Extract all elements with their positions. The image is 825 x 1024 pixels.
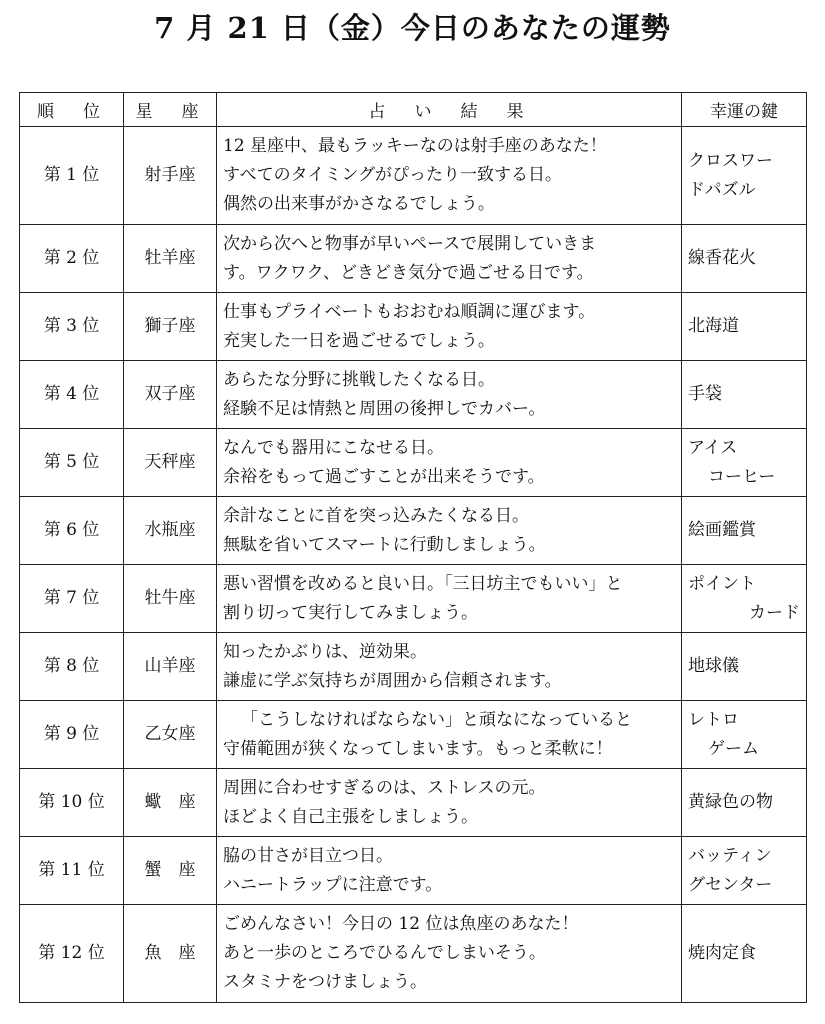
result-line: 割り切って実行してみましょう。 (223, 602, 478, 623)
result-line: あらたな分野に挑戦したくなる日。 (223, 369, 495, 390)
lucky-key-line: 線香花火 (688, 248, 756, 268)
result-cell (217, 225, 682, 293)
result-cell (217, 701, 682, 769)
lucky-key-cell (682, 633, 807, 701)
result-line: 経験不足は情熱と周囲の後押しでカバー。 (223, 398, 546, 419)
result-cell (217, 293, 682, 361)
lucky-key-line: 手袋 (688, 384, 722, 404)
result-line: 充実した一日を過ごせるでしょう。 (223, 330, 495, 351)
fortune-table (19, 92, 807, 1003)
result-line: 次から次へと物事が早いペースで展開していきま (223, 233, 597, 254)
result-line: スタミナをつけましょう。 (223, 972, 427, 992)
lucky-key-line: バッティン (688, 845, 772, 866)
sign-cell: 水瓶座 (124, 497, 217, 565)
lucky-key-line: 地球儀 (688, 656, 739, 676)
result-line: 守備範囲が狭くなってしまいます。もっと柔軟に！ (223, 738, 613, 759)
result-line: 周囲に合わせすぎるのは、ストレスの元。 (223, 777, 546, 798)
table-row (20, 225, 807, 293)
lucky-key-cell (682, 127, 807, 225)
result-line: 脇の甘さが目立つ日。 (223, 845, 393, 866)
table-row (20, 565, 807, 633)
table-row (20, 497, 807, 565)
result-cell (217, 837, 682, 905)
lucky-key-cell (682, 837, 807, 905)
result-line: ごめんなさい！今日の 12 位は魚座のあなた！ (223, 914, 579, 934)
result-line: すべてのタイミングがぴったり一致する日。 (223, 165, 562, 185)
lucky-key-line: 焼肉定食 (688, 943, 756, 963)
result-line: 12 星座中、最もラッキーなのは射手座のあなた！ (223, 136, 607, 156)
lucky-key-line: ゲーム (708, 738, 759, 759)
rank-cell: 第 6 位 (20, 497, 124, 565)
sign-cell: 魚 座 (124, 905, 217, 1003)
result-line: 仕事もプライベートもおおむね順調に運びます。 (223, 301, 596, 322)
header-rank: 順 位 (20, 93, 124, 127)
lucky-key-cell (682, 429, 807, 497)
rank-cell: 第 12 位 (20, 905, 124, 1003)
lucky-key-cell (682, 225, 807, 293)
sign-cell: 山羊座 (124, 633, 217, 701)
lucky-key-line: グセンター (688, 874, 773, 895)
result-line: 偶然の出来事がかさなるでしょう。 (223, 194, 495, 214)
header-result: 占 い 結 果 (217, 93, 682, 127)
rank-cell: 第 11 位 (20, 837, 124, 905)
result-line: 知ったかぶりは、逆効果。 (223, 641, 427, 662)
sign-cell: 蟹 座 (124, 837, 217, 905)
lucky-key-line: ポイント (688, 573, 756, 594)
result-line: 「こうしなければならない」と頑なになっていると (241, 709, 632, 730)
result-line: あと一歩のところでひるんでしまいそう。 (223, 943, 546, 963)
table-row (20, 701, 807, 769)
lucky-key-line: レトロ (688, 709, 739, 730)
sign-cell: 天秤座 (124, 429, 217, 497)
header-sign: 星 座 (124, 93, 217, 127)
sign-cell: 乙女座 (124, 701, 217, 769)
result-line: 余裕をもって過ごすことが出来そうです。 (223, 466, 545, 487)
result-line: 無駄を省いてスマートに行動しましょう。 (223, 534, 546, 555)
table-row (20, 361, 807, 429)
header-key: 幸運の鍵 (682, 93, 807, 127)
result-line: 悪い習慣を改めると良い日。「三日坊主でもいい」と (223, 573, 623, 594)
rank-cell: 第 1 位 (20, 127, 124, 225)
lucky-key-cell (682, 497, 807, 565)
rank-cell: 第 2 位 (20, 225, 124, 293)
table-row (20, 293, 807, 361)
sign-cell: 牡羊座 (124, 225, 217, 293)
lucky-key-line: クロスワー (688, 150, 773, 171)
lucky-key-line: 絵画鑑賞 (688, 520, 756, 540)
sign-cell: 牡牛座 (124, 565, 217, 633)
rank-cell: 第 9 位 (20, 701, 124, 769)
rank-cell: 第 7 位 (20, 565, 124, 633)
lucky-key-cell (682, 565, 807, 633)
result-cell (217, 905, 682, 1003)
sign-cell: 獅子座 (124, 293, 217, 361)
rank-cell: 第 3 位 (20, 293, 124, 361)
table-header-row (20, 93, 807, 127)
result-cell (217, 127, 682, 225)
result-line: ほどよく自己主張をしましょう。 (223, 806, 478, 827)
result-line: す。ワクワク、どきどき気分で過ごせる日です。 (223, 262, 594, 283)
lucky-key-cell (682, 701, 807, 769)
lucky-key-line: ドパズル (688, 179, 756, 200)
rank-cell: 第 4 位 (20, 361, 124, 429)
result-cell (217, 497, 682, 565)
result-line: 謙虚に学ぶ気持ちが周囲から信頼されます。 (223, 670, 562, 691)
lucky-key-cell (682, 361, 807, 429)
result-line: 余計なことに首を突っ込みたくなる日。 (223, 505, 529, 526)
sign-cell: 蠍 座 (124, 769, 217, 837)
page-title: 7 月 21 日（金）今日のあなたの運勢 (154, 11, 671, 45)
lucky-key-line: 北海道 (688, 316, 739, 336)
result-line: なんでも器用にこなせる日。 (223, 437, 444, 458)
lucky-key-line: コーヒー (708, 466, 776, 487)
sign-cell: 双子座 (124, 361, 217, 429)
result-cell (217, 361, 682, 429)
lucky-key-cell (682, 293, 807, 361)
table-row (20, 905, 807, 1003)
table-row (20, 127, 807, 225)
table-row (20, 837, 807, 905)
lucky-key-cell (682, 905, 807, 1003)
result-cell (217, 769, 682, 837)
result-cell (217, 633, 682, 701)
lucky-key-line: カード (749, 602, 800, 623)
result-cell (217, 565, 682, 633)
table-row (20, 769, 807, 837)
result-cell (217, 429, 682, 497)
lucky-key-cell (682, 769, 807, 837)
rank-cell: 第 10 位 (20, 769, 124, 837)
table-row (20, 429, 807, 497)
table-row (20, 633, 807, 701)
lucky-key-line: 黄緑色の物 (688, 792, 773, 812)
sign-cell: 射手座 (124, 127, 217, 225)
result-line: ハニートラップに注意です。 (223, 874, 443, 895)
rank-cell: 第 8 位 (20, 633, 124, 701)
lucky-key-line: アイス (688, 437, 738, 458)
rank-cell: 第 5 位 (20, 429, 124, 497)
